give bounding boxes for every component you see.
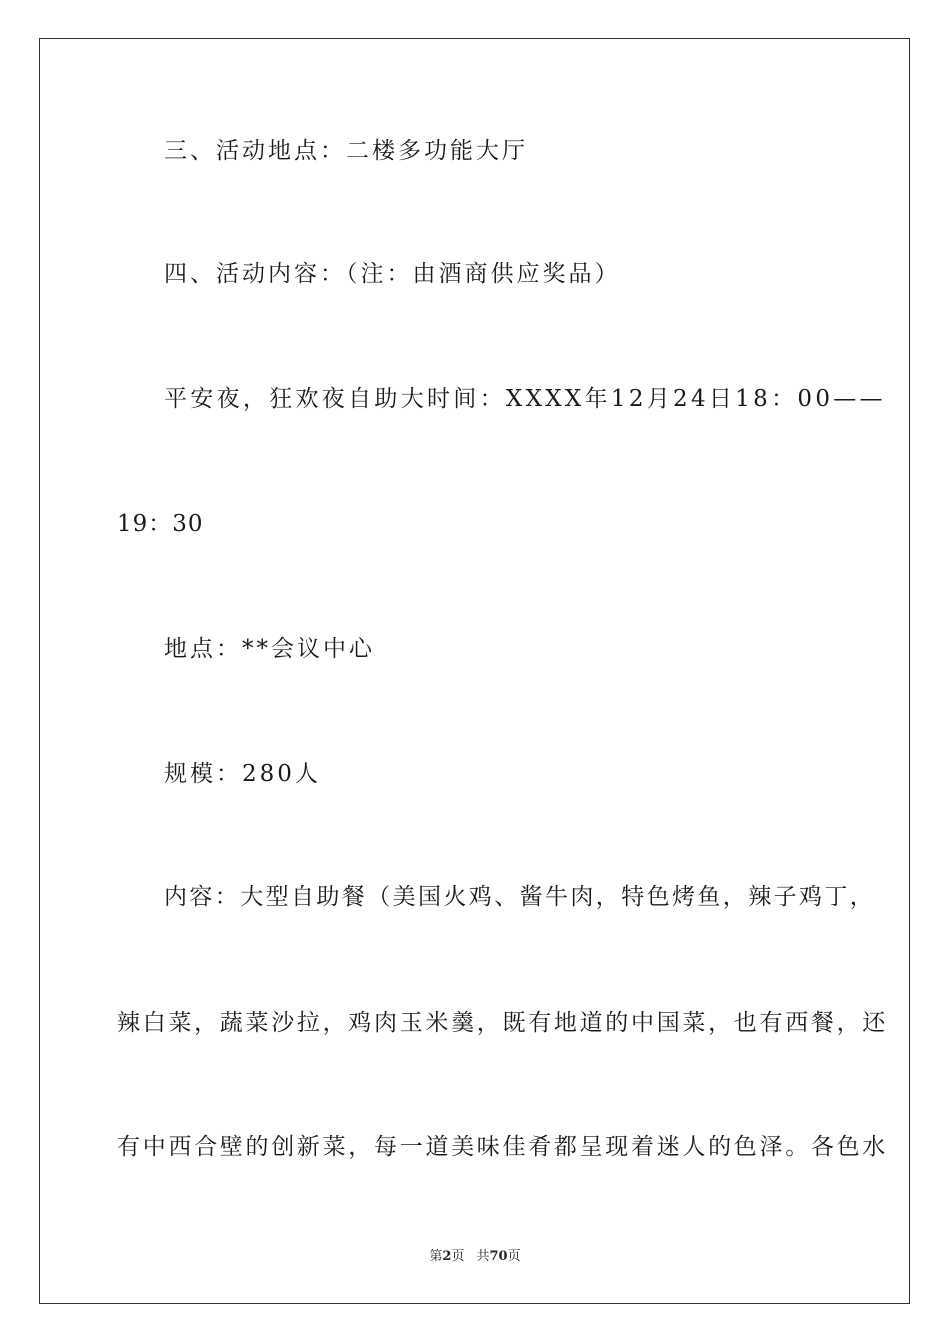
page-frame [39, 38, 910, 1304]
paragraph-activity-content: 四、活动内容：（注：由酒商供应奖品） [164, 261, 621, 287]
footer-page-number: 2 [442, 1249, 452, 1264]
footer-page-suffix: 页 [451, 1249, 465, 1264]
paragraph-time-continued: 19：30 [117, 511, 204, 537]
paragraph-content-line-3: 有中西合壁的创新菜，每一道美味佳肴都呈现着迷人的色泽。各色水 [117, 1134, 888, 1160]
footer-page-prefix: 第 [429, 1249, 443, 1264]
footer-total-pages: 70 [489, 1249, 508, 1264]
paragraph-scale: 规模：280人 [164, 761, 321, 787]
paragraph-christmas-eve-time: 平安夜，狂欢夜自助大时间：XXXX年12月24日18：00—— [164, 386, 886, 412]
paragraph-venue: 地点：**会议中心 [164, 636, 375, 662]
paragraph-activity-location: 三、活动地点：二楼多功能大厅 [164, 138, 528, 164]
paragraph-content-line-2: 辣白菜，蔬菜沙拉，鸡肉玉米羹，既有地道的中国菜，也有西餐，还 [117, 1010, 888, 1036]
page-footer [0, 1248, 950, 1266]
paragraph-content-line-1: 内容：大型自助餐（美国火鸡、酱牛肉，特色烤鱼，辣子鸡丁， [164, 884, 876, 910]
footer-total-suffix: 页 [507, 1249, 521, 1264]
footer-total-prefix: 共 [476, 1249, 490, 1264]
